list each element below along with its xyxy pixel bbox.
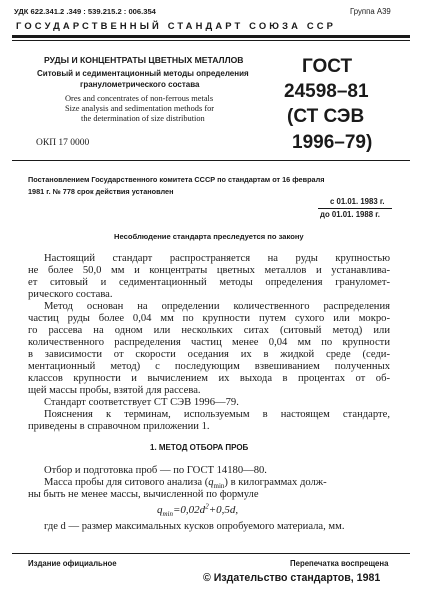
section-1-2-line-2: ны быть не менее массы, вычисленной по формуле [28,489,259,500]
decree-date-from: с 01.01. 1983 г. [330,197,385,206]
standard-banner: ГОСУДАРСТВЕННЫЙ СТАНДАРТ СОЮЗА ССР [16,20,337,31]
section-1-2-text-a: Масса пробы для ситового анализа ( [44,477,209,488]
st-sev-line-1: (СТ СЭВ [287,106,365,127]
footer-rule [12,553,410,554]
formula-q: q [157,504,163,516]
official-edition-label: Издание официальное [28,559,117,568]
paragraph-method-line-8: щей массы пробы, взятой для рассева. [28,385,201,396]
paragraph-method-line-1: Метод основан на определении количественного распределения [44,301,390,312]
paragraph-method-line-3: го рассева на одном или нескольких ситах (ситовый метод) или [28,325,390,336]
paragraph-compliance: Стандарт соответствует СТ СЭВ 1996—79. [44,397,239,408]
title-block-rule [12,160,410,161]
decree-line-2: 1981 г. № 778 срок действия установлен [28,187,174,196]
document-title: РУДЫ И КОНЦЕНТРАТЫ ЦВЕТНЫХ МЕТАЛЛОВ [44,55,244,65]
header-rule-thin [12,40,410,41]
paragraph-scope-line-3: ет ситовый и седиментационный методы определения грануломет- [28,277,390,288]
document-subtitle-line-1: Ситовый и седиментационный методы определения [37,69,249,78]
decree-line-1: Постановлением Государственного комитета СССР по стандартам от 16 февраля [28,175,325,184]
paragraph-method-line-6: ментационный метод) с последующим взвешиванием полученных [28,361,390,372]
paragraph-method-line-7: классов крупности и вычислением их выхода в процентах от об- [28,373,390,384]
paragraph-terms-line-2: приведены в справочном приложении 1. [28,421,210,432]
reprint-notice: Перепечатка воспрещена [290,559,389,568]
paragraph-terms-line-1: Пояснения к терминам, используемым в настоящем стандарте, [44,409,390,420]
formula-subscript: min [162,510,173,519]
paragraph-scope-line-2: не более 50,0 мм и концентраты цветных металлов и устанавлива- [28,265,390,276]
section-1-2-line-1 [44,477,327,489]
header-rule-thick [12,35,410,38]
formula-body: =0,02d [173,504,206,516]
english-title-line-3: the determination of size distribution [81,114,205,123]
okp-code: ОКП 17 0000 [36,138,90,148]
formula-tail: +0,5d, [208,504,239,516]
udk-code: УДК 622.341.2 .349 : 539.215.2 : 006.354 [14,7,156,16]
section-1-1-text: Отбор и подготовка проб — по ГОСТ 14180—80. [44,465,267,476]
english-title-line-2: Size analysis and sedimentation methods for [65,104,215,113]
legal-warning: Несоблюдение стандарта преследуется по закону [114,232,304,241]
section-heading: 1. МЕТОД ОТБОРА ПРОБ [150,443,249,452]
gost-number: 24598–81 [284,81,369,102]
paragraph-scope-line-1: Настоящий стандарт распространяется на руды крупностью [44,253,390,264]
decree-date-rule [318,208,392,209]
formula-superscript: 2 [205,502,209,511]
paragraph-scope-line-4: рического состава. [28,289,113,300]
english-title-line-1: Ores and concentrates of non-ferrous metals [65,94,214,103]
formula-explanation: где d — размер максимальных кусков опробуемого материала, мм. [44,521,345,532]
mass-formula [157,502,239,519]
st-sev-line-2: 1996–79) [292,132,373,153]
document-subtitle-line-2: гранулометрического состава [80,80,200,89]
copyright-notice: © Издательство стандартов, 1981 [203,572,381,584]
gost-label: ГОСТ [302,56,353,77]
paragraph-method-line-5: в зависимости от скорости оседания их в жидкой среде (седи- [28,349,390,360]
q-symbol: q [208,477,214,488]
q-subscript: min [213,482,225,491]
group-code: Группа А39 [350,7,391,16]
paragraph-method-line-4: количественного распределения частиц менее 0,04 мм по крупности [28,337,390,348]
decree-date-to: до 01.01. 1988 г. [320,210,380,219]
paragraph-method-line-2: частиц руды более 0,04 мм по крупности путем сухого или мокро- [28,313,390,324]
section-1-2-text-b: ) в килограммах долж- [224,477,327,488]
